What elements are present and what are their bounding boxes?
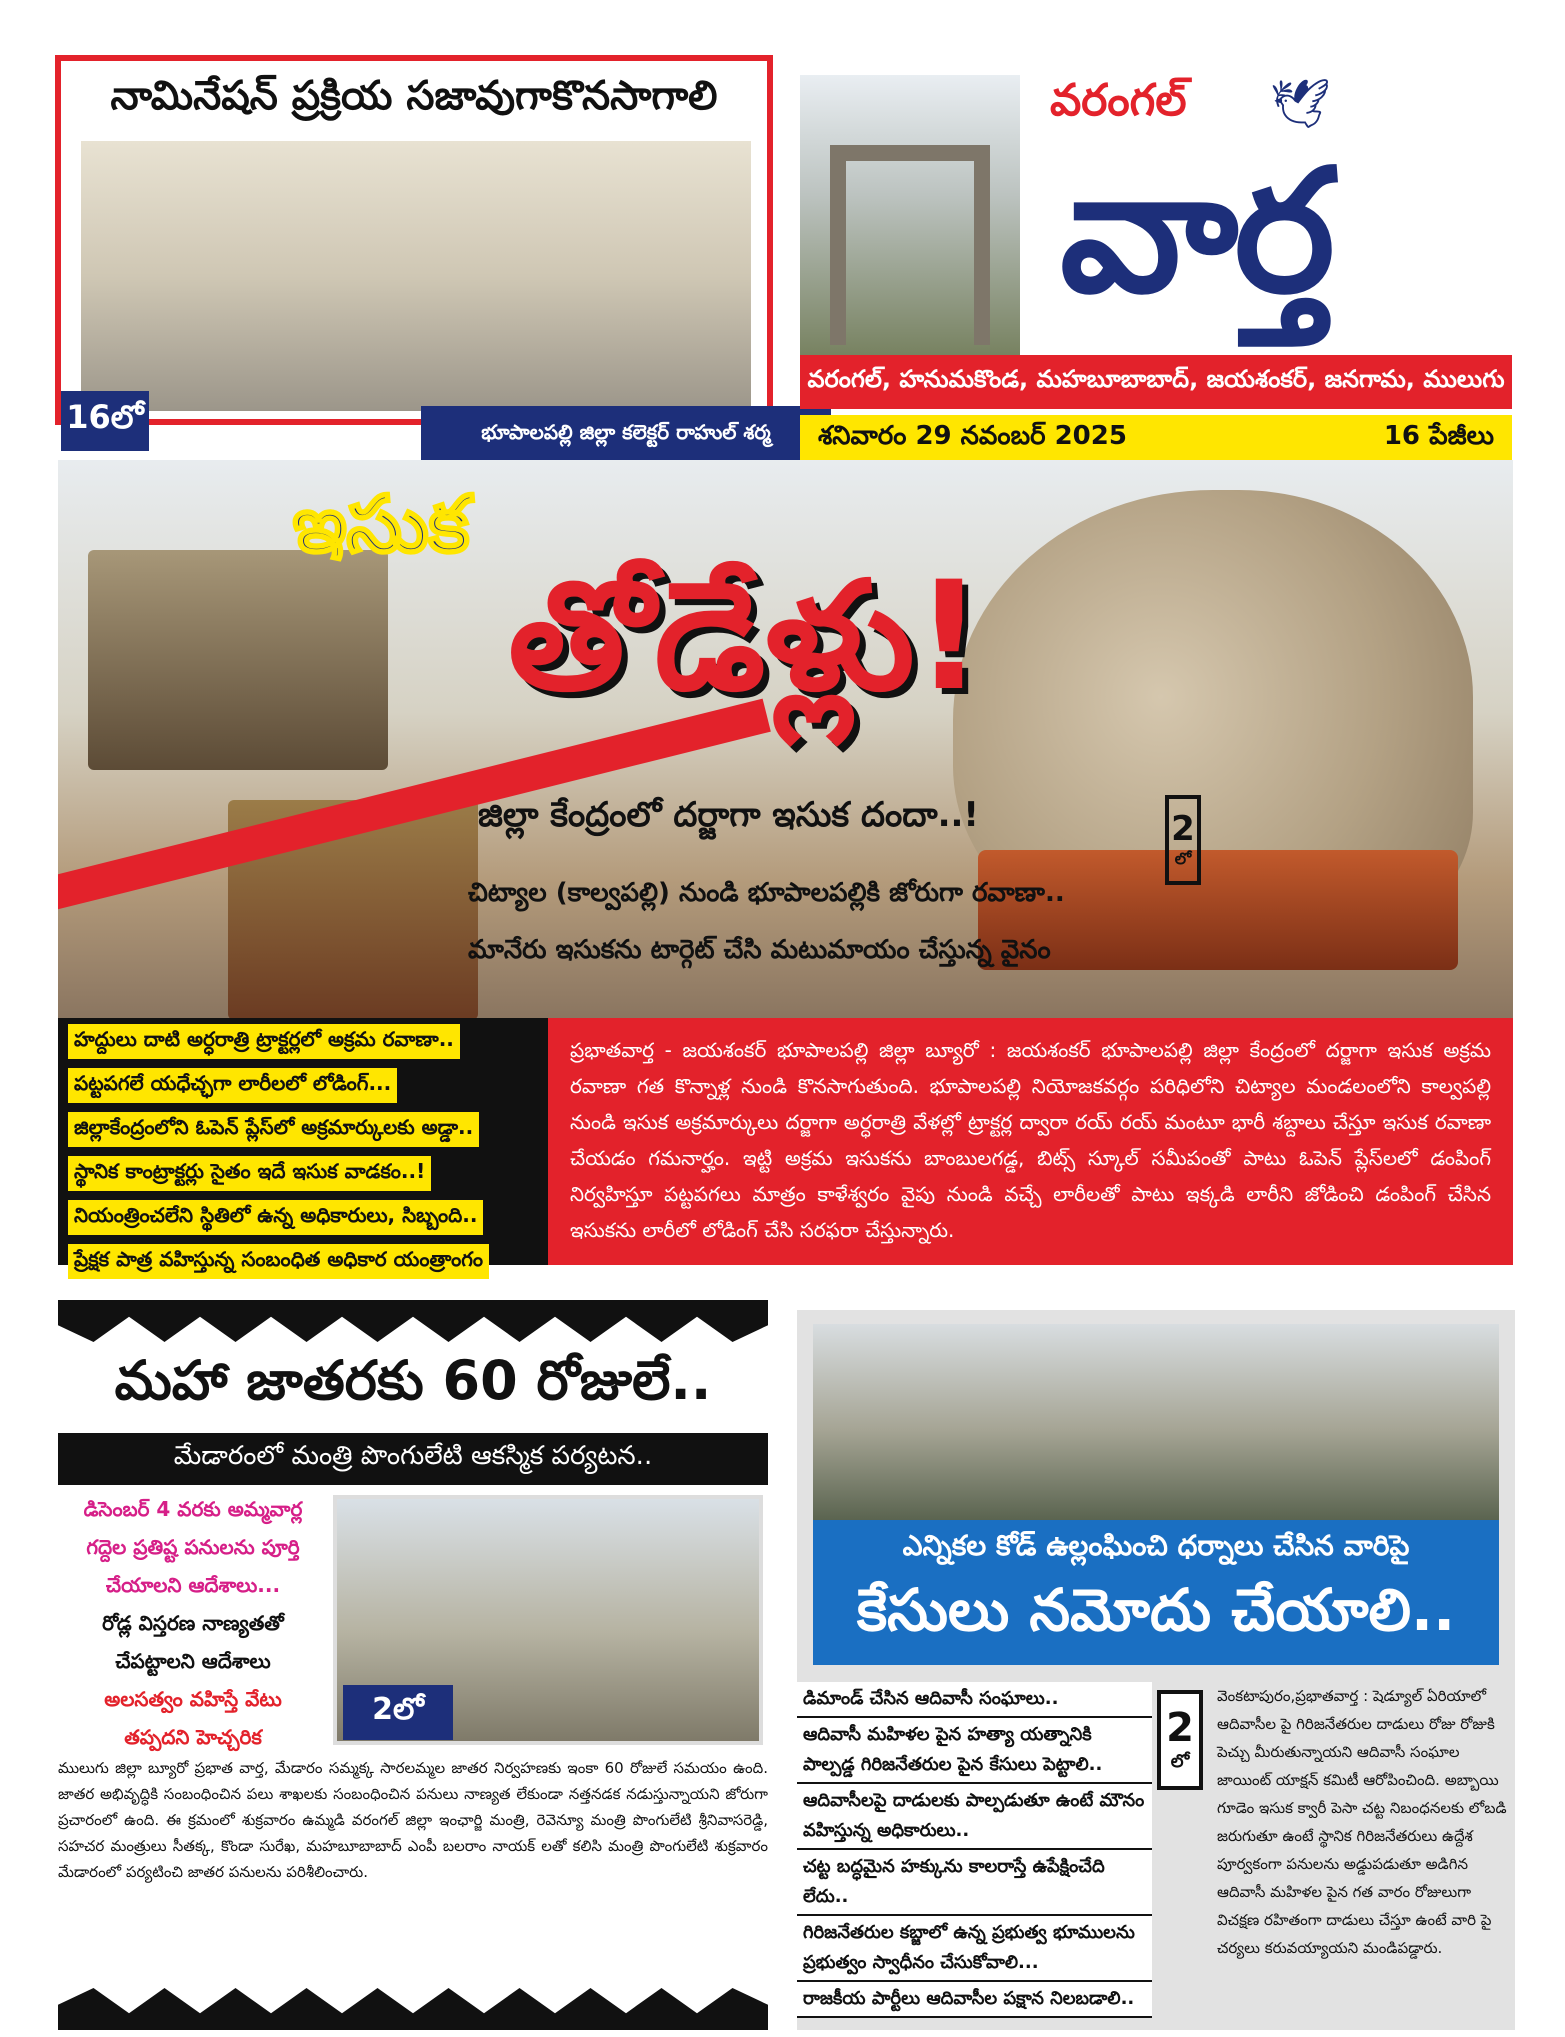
bullet-item: నియంత్రించలేని స్థితిలో ఉన్న అధికారులు, సిబ్బంది.. (68, 1200, 483, 1235)
brand-title: వార్త (1060, 133, 1331, 331)
jatara-story (58, 1300, 768, 2030)
adivasi-headline: కేసులు నమోదు చేయాలి.. (813, 1570, 1499, 1665)
adivasi-kicker: ఎన్నికల కోడ్ ఉల్లంఘించి ధర్నాలు చేసిన వారిపై (813, 1520, 1499, 1578)
adivasi-page-ref-word: లో (1170, 1750, 1190, 1772)
issue-date: శనివారం 29 నవంబర్ 2025 (818, 421, 1127, 451)
jatara-body-text: ములుగు జిల్లా బ్యూరో ప్రభాత వార్త, మేడారం సమ్మక్క సారలమ్మల జాతర నిర్వహణకు ఇంకా 60 రోజులే సమయం ఉంది. జాతర అభివృద్ధికి సంబంధించిన పలు శాఖలకు సంబంధించిన పనులు నాణ్యత లేకుండా నత్తనడక నడుస్తున్నాయని జోరుగా ప్రచారంలో ఉంది. ఈ క్రమంలో శుక్రవారం ఉమ్మడి వరంగల్ జిల్లా ఇంఛార్జి మంత్రి, రెవెన్యూ మంత్రి పొంగులేటి శ్రీనివాసరెడ్డి, సహచర మంత్రులు సీతక్క, కొండా సురేఖ, మహబూబాబాద్ ఎంపీ బలరాం నాయక్ లతో కలిసి మంత్రి పొంగులేటి శుక్రవారం మేడారంలో పర్యటించి జాతర పనులను పరిశీలించారు. (58, 1759, 768, 1881)
promo-headline: నామినేషన్ ప్రక్రియ సజావుగాకొనసాగాలి (110, 73, 718, 119)
adivasi-story (797, 1310, 1515, 2030)
promo-page-ref: 16లో (61, 391, 149, 451)
lead-subhead: జిల్లా కేంద్రంలో దర్జాగా ఇసుక దందా..! (478, 795, 979, 835)
jatara-point: అలసత్వం వహిస్తే వేటు (104, 1687, 282, 1711)
lead-page-ref-number: 2 (1171, 808, 1195, 849)
jatara-point: చేయాలని ఆదేశాలు... (105, 1573, 281, 1597)
dove-logo-icon: 🕊 (1270, 76, 1331, 132)
lead-page-ref-word: లో (1174, 848, 1192, 868)
highlight-item: డిమాండ్ చేసిన ఆదివాసీ సంఘాలు.. (797, 1682, 1152, 1718)
brand-prefix: వరంగల్ (1050, 75, 1187, 126)
jatara-point: డిసెంబర్ 4 వరకు అమ్మవార్ల (83, 1497, 303, 1521)
highlight-item: చట్ట బద్ధమైన హక్కును కాలరాస్తే ఉపేక్షించేది లేదు.. (797, 1850, 1152, 1916)
highlight-item: గిరిజనేతరుల కబ్జాలో ఉన్న ప్రభుత్వ భూములను ప్రభుత్వం స్వాధీనం చేసుకోవాలి... (797, 1916, 1152, 1982)
bullet-item: హద్దులు దాటి అర్ధరాత్రి ట్రాక్టర్లలో అక్రమ రవాణా.. (68, 1024, 460, 1059)
warangal-arch-image (800, 75, 1020, 375)
lead-story-photo (58, 460, 1513, 1020)
adivasi-page-ref-number: 2 (1166, 1704, 1194, 1751)
promo-caption: భూపాలపల్లి జిల్లా కలెక్టర్ రాహుల్ శర్మ (421, 406, 831, 462)
masthead (800, 55, 1512, 465)
bullet-item: జిల్లాకేంద్రంలోని ఓపెన్ ప్లేస్‌లో అక్రమార్కులకు అడ్డా.. (68, 1112, 479, 1147)
bullet-item: ప్రేక్షక పాత్ర వహిస్తున్న సంబంధిత అధికార యంత్రాంగం (68, 1244, 489, 1279)
adivasi-page-ref (1157, 1690, 1203, 1790)
jatara-headline: మహా జాతరకు 60 రోజులే.. (114, 1349, 712, 1412)
promo-box (55, 55, 773, 444)
highlight-item: ఆదివాసీ మహిళల పైన హత్యా యత్నానికి పాల్పడ్డ గిరిజనేతరుల పైన కేసులు పెట్టాలి.. (797, 1718, 1152, 1784)
lead-kicker: ఇసుక (293, 480, 470, 570)
lead-bullets (58, 1018, 548, 1271)
zigzag-border-top (58, 1300, 768, 1342)
jatara-point: తప్పదని హెచ్చరిక (124, 1725, 262, 1749)
lead-title: తోడేళ్లు! (508, 550, 984, 724)
adivasi-highlights (797, 1682, 1152, 2018)
jatara-point: గద్దెల ప్రతిష్ట పనులను పూర్తి (86, 1535, 300, 1559)
lead-line-2: మానేరు ఇసుకను టార్గెట్ చేసి మటుమాయం చేస్తున్న వైనం (468, 935, 1051, 965)
lead-page-ref (1165, 795, 1201, 885)
jatara-page-ref: 2లో (343, 1685, 453, 1740)
jatara-points (58, 1490, 328, 1756)
jatara-point: రోడ్ల విస్తరణ నాణ్యతతో (102, 1611, 284, 1635)
protest-photo (813, 1324, 1499, 1534)
adivasi-body-text: వెంకటాపురం,ప్రభాతవార్త : షెడ్యూల్ ఏరియాలో ఆదివాసీల పై గిరిజనేతరుల దాడులు రోజు రోజుకి పెచ్చు మీరుతున్నాయని ఆదివాసీ సంఘాల జాయింట్ యాక్షన్ కమిటీ ఆరోపించింది. అబ్బాయి గూడెం ఇసుక క్వారీ పెసా చట్ట నిబంధనలకు లోబడి జరుగుతూ ఉంటే స్థానిక గిరిజనేతరులు ఉద్దేశ పూర్వకంగా పనులను అడ్డుపడుతూ అడిగిన ఆదివాసీ మహిళల పైన గత వారం రోజులుగా విచక్షణ రహితంగా దాడులు చేస్తూ ఉంటే వారి పై చర్యలు కరువయ్యాయని మండిపడ్డారు. (1217, 1687, 1507, 1957)
jatara-deck: మేడారంలో మంత్రి పొంగులేటి ఆకస్మిక పర్యటన.. (58, 1433, 768, 1485)
promo-photo (81, 141, 751, 411)
bullet-item: పట్టపగలే యధేచ్ఛగా లారీలలో లోడింగ్... (68, 1068, 397, 1103)
jatara-point: చేపట్టాలని ఆదేశాలు (115, 1649, 271, 1673)
arch-gate-shape (830, 145, 990, 345)
lead-body-text: ప్రభాతవార్త - జయశంకర్ భూపాలపల్లి జిల్లా బ్యూరో : జయశంకర్ భూపాలపల్లి జిల్లా కేంద్రంలో దర్జాగా ఇసుక అక్రమ రవాణా గత కొన్నాళ్ల నుండి కొనసాగుతుంది. భూపాలపల్లి నియోజకవర్గం పరిధిలోని చిట్యాల మండలంలోని కాల్వపల్లి నుండి ఇసుక అక్రమార్కులు దర్జాగా అర్ధరాత్రి వేళల్లో ట్రాక్టర్ల ద్వారా రయ్ రయ్ మంటూ భారీ శబ్దాలు చేస్తూ ఇసుక రవాణా చేయడం గమనార్హం. ఇట్టి అక్రమ ఇసుకను బాంబులగడ్డ, బిట్స్ స్కూల్ సమీపంతో పాటు ఓపెన్ ప్లేస్‌లలో డంపింగ్ నిర్వహిస్తూ పట్టపగలు మాత్రం కాళేశ్వరం వైపు నుండి వచ్చే లారీలతో పాటు ఇక్కడి లారీని జోడించి డంపింగ్ చేసిన ఇసుకను లారీలో లోడింగ్ చేసి సరఫరా చేస్తున్నారు. (548, 1018, 1513, 1265)
highlight-item: రాజకీయ పార్టీలు ఆదివాసీల పక్షాన నిలబడాలి.. (797, 1982, 1152, 2018)
bullet-item: స్థానిక కాంట్రాక్టర్లు సైతం ఇదే ఇసుక వాడకం..! (68, 1156, 431, 1191)
page-count: 16 పేజీలు (1383, 421, 1494, 451)
district-strip: వరంగల్, హనుమకొండ, మహబూబాబాద్, జయశంకర్, జనగామ, ములుగు (800, 355, 1512, 409)
highlight-item: ఆదివాసీలపై దాడులకు పాల్పడుతూ ఉంటే మౌనం వహిస్తున్న అధికారులు.. (797, 1784, 1152, 1850)
dateline (800, 415, 1512, 463)
lead-line-1: చిట్యాల (కాల్వపల్లి) నుండి భూపాలపల్లికి జోరుగా రవాణా.. (468, 878, 1065, 908)
zigzag-border-bottom (58, 1988, 768, 2030)
